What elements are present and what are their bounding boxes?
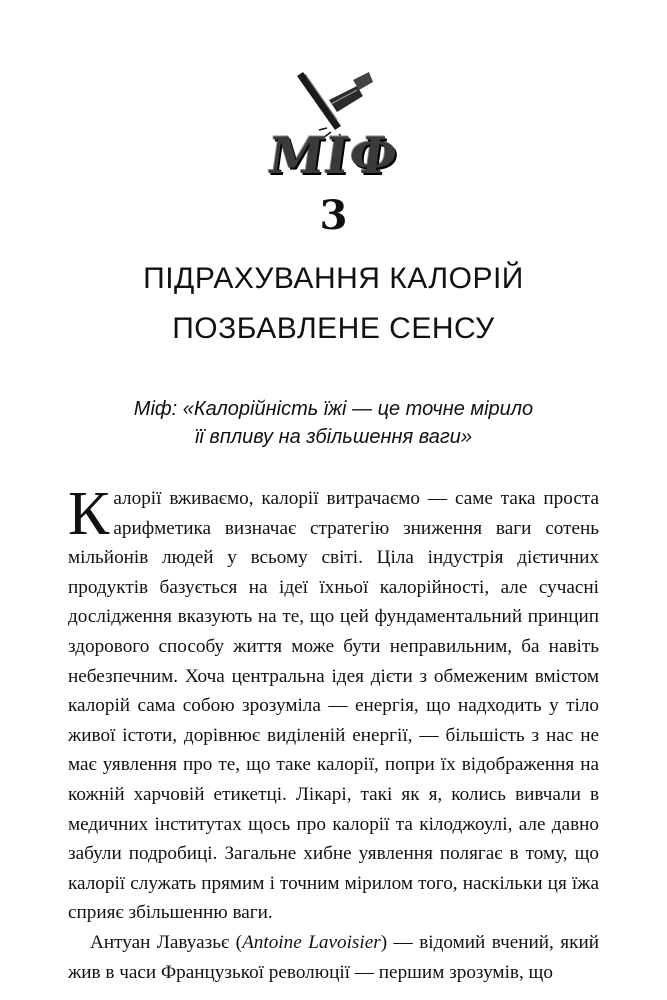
myth-number: 3 [319,192,348,239]
paragraph-1 [68,480,599,928]
paragraph-2-rest: ) — відомий вчений, який жив в часи Французької революції — першим зрозумів, що [68,931,599,983]
paragraph-2-start: Антуан Лавуазьє ( [90,931,243,953]
chapter-title-line-1: ПІДРАХУВАННЯ КАЛОРІЙ [143,262,524,295]
paragraph-2 [68,928,599,987]
drop-cap: К [68,480,110,548]
body-text [68,480,599,987]
myth-statement-line-1: Міф: «Калорійність їжі — це точне мірило [133,398,534,420]
myth-statement-line-2: її впливу на збільшення ваги» [194,426,473,448]
paragraph-1-text: алорії вживаємо, калорії витрачаємо — саме така проста арифметика визначає стратегію зниження ваги сотень мільйонів людей у всьому світі. Ціла індустрія дієтичних продуктів базується на ідеї їхньої калорійності, але сучасні дослідження вказують на те, що цей фундаментальний принцип здорового способу життя може бути неправильним, ба навіть небезпечним. Хоча центральна ідея дієти з обмеженим вмістом калорій сама собою зрозуміла — енергія, що надходить у тіло живої істоти, дорівнює виділеній енергії, — більшість з нас не має уявлення про те, що таке калорії, попри їх відображення на кожній харчовій етикетці. Лікарі, такі як я, колись вивчали в медичних інститутах щось про калорії та кілоджоулі, але давно забули подробиці. Загальне хибне уявлення полягає в тому, що калорії служать прямим і точним мірилом того, наскільки ця їжа сприяє збільшенню ваги. [68,488,599,924]
paragraph-2-italic: Antoine Lavoisier [242,931,381,953]
chapter-title-line-2: ПОЗБАВЛЕНЕ СЕНСУ [172,312,495,345]
myth-word: МІФ [264,126,403,185]
chapter-emblem [0,60,667,250]
